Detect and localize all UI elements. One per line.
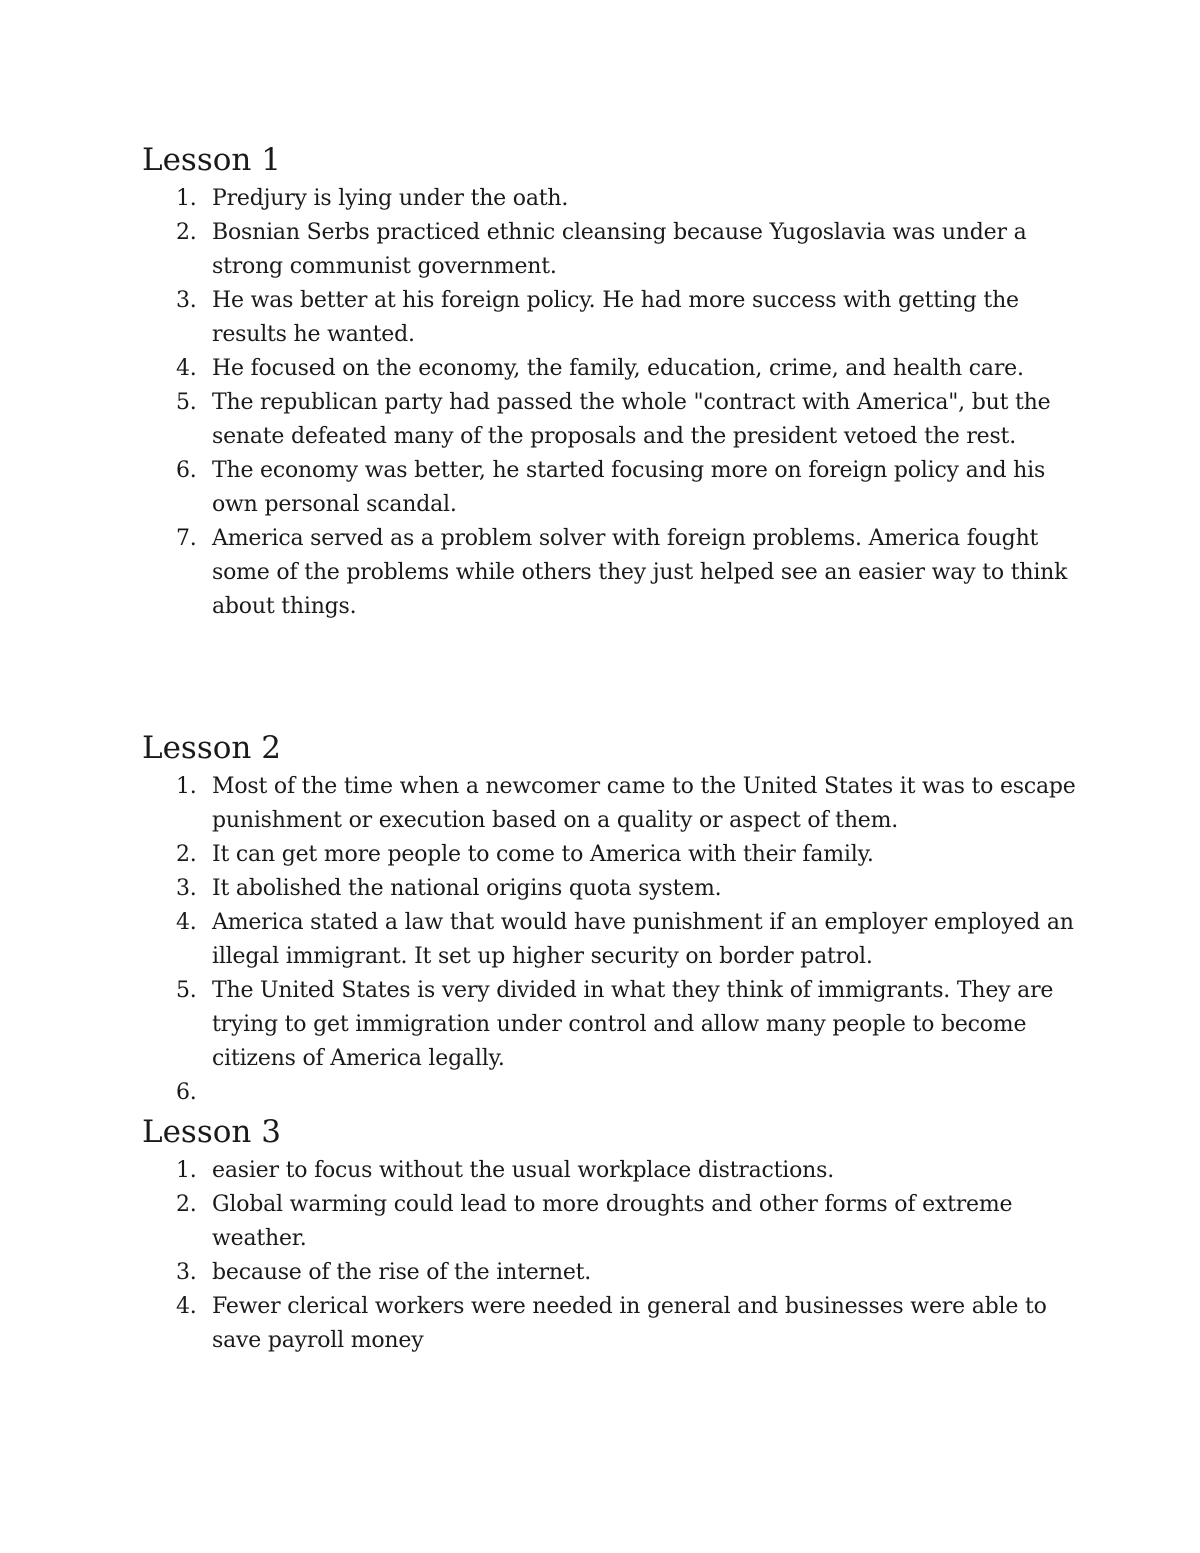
lesson-3-answer-list xyxy=(142,1154,1102,1358)
lesson-3-section xyxy=(142,1114,1102,1358)
item-number: 6. xyxy=(176,1080,197,1105)
lesson-1-answer-list xyxy=(142,182,1102,624)
list-item xyxy=(142,1154,1102,1188)
list-item xyxy=(142,352,1102,386)
item-text: easier to focus without the usual workplace distractions. xyxy=(212,1158,835,1183)
item-number: 1. xyxy=(176,186,197,211)
item-text: He was better at his foreign policy. He had more success with getting the results he wanted. xyxy=(212,288,1019,347)
item-number: 7. xyxy=(176,526,197,551)
list-item xyxy=(142,522,1102,624)
list-item xyxy=(142,872,1102,906)
item-number: 5. xyxy=(176,390,197,415)
lesson-2-answer-list xyxy=(142,770,1102,1110)
item-text: Global warming could lead to more droughts and other forms of extreme weather. xyxy=(212,1192,1013,1251)
item-text: Bosnian Serbs practiced ethnic cleansing because Yugoslavia was under a strong communist government. xyxy=(212,220,1027,279)
item-text: It abolished the national origins quota system. xyxy=(212,876,722,901)
list-item xyxy=(142,1076,1102,1110)
list-item xyxy=(142,182,1102,216)
lesson-2-section xyxy=(142,730,1102,1110)
lesson-1-section xyxy=(142,142,1102,624)
list-item xyxy=(142,1188,1102,1256)
item-number: 2. xyxy=(176,1192,197,1217)
list-item xyxy=(142,1290,1102,1358)
item-number: 4. xyxy=(176,1294,197,1319)
item-number: 6. xyxy=(176,458,197,483)
list-item xyxy=(142,838,1102,872)
item-text: America stated a law that would have punishment if an employer employed an illegal immigrant. It set up higher security on border patrol. xyxy=(212,910,1074,969)
list-item xyxy=(142,974,1102,1076)
item-number: 1. xyxy=(176,1158,197,1183)
item-text: because of the rise of the internet. xyxy=(212,1260,592,1285)
lesson-3-title: Lesson 3 xyxy=(142,1114,281,1150)
item-number: 2. xyxy=(176,220,197,245)
item-text: The republican party had passed the whole "contract with America", but the senate defeated many of the proposals and the president vetoed the rest. xyxy=(212,390,1051,449)
item-text: Fewer clerical workers were needed in general and businesses were able to save payroll money xyxy=(212,1294,1047,1353)
item-number: 4. xyxy=(176,356,197,381)
item-text: The economy was better, he started focusing more on foreign policy and his own personal scandal. xyxy=(212,458,1046,517)
list-item xyxy=(142,284,1102,352)
list-item xyxy=(142,216,1102,284)
lesson-2-title: Lesson 2 xyxy=(142,730,281,766)
item-text: He focused on the economy, the family, education, crime, and health care. xyxy=(212,356,1024,381)
item-text: The United States is very divided in what they think of immigrants. They are trying to get immigration under control and allow many people to become citizens of America legally. xyxy=(212,978,1054,1071)
item-text: America served as a problem solver with foreign problems. America fought some of the problems while others they just helped see an easier way to think about things. xyxy=(212,526,1068,619)
list-item xyxy=(142,770,1102,838)
item-number: 3. xyxy=(176,876,197,901)
list-item xyxy=(142,386,1102,454)
item-number: 2. xyxy=(176,842,197,867)
item-text: Most of the time when a newcomer came to the United States it was to escape punishment or execution based on a quality or aspect of them. xyxy=(212,774,1076,833)
item-number: 1. xyxy=(176,774,197,799)
item-text: Predjury is lying under the oath. xyxy=(212,186,569,211)
list-item xyxy=(142,454,1102,522)
item-number: 3. xyxy=(176,1260,197,1285)
list-item xyxy=(142,906,1102,974)
item-number: 4. xyxy=(176,910,197,935)
list-item xyxy=(142,1256,1102,1290)
lesson-1-title: Lesson 1 xyxy=(142,142,281,178)
item-number: 5. xyxy=(176,978,197,1003)
item-text: It can get more people to come to America with their family. xyxy=(212,842,874,867)
item-number: 3. xyxy=(176,288,197,313)
